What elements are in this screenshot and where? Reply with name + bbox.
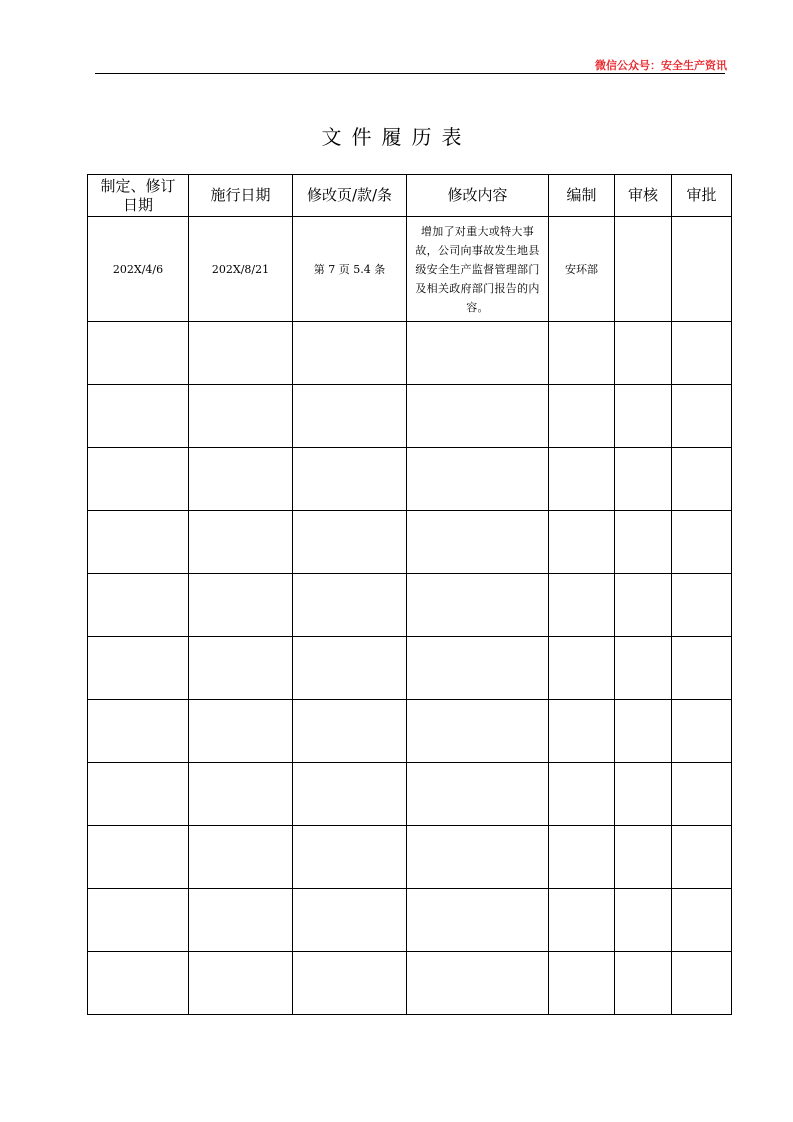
cell-effective-date	[189, 952, 293, 1015]
cell-reviewed-by	[615, 700, 672, 763]
table-row-empty	[88, 511, 732, 574]
table-row-empty	[88, 952, 732, 1015]
table-header-row	[88, 175, 732, 217]
table-row-empty	[88, 826, 732, 889]
cell-approved-by	[672, 700, 732, 763]
document-title: 文件履历表	[321, 125, 472, 149]
cell-revision-date	[88, 574, 189, 637]
cell-reviewed-by	[615, 322, 672, 385]
cell-approved-by	[672, 385, 732, 448]
cell-approved-by	[672, 448, 732, 511]
cell-section	[293, 889, 407, 952]
table-row-empty	[88, 700, 732, 763]
cell-prepared-by: 安环部	[549, 217, 615, 322]
cell-revision-date	[88, 889, 189, 952]
cell-effective-date	[189, 322, 293, 385]
column-header-effective-date: 施行日期	[189, 175, 293, 217]
table-row-empty	[88, 574, 732, 637]
cell-revision-date	[88, 322, 189, 385]
cell-effective-date	[189, 826, 293, 889]
cell-reviewed-by	[615, 511, 672, 574]
cell-section	[293, 637, 407, 700]
cell-content	[407, 700, 549, 763]
cell-content	[407, 637, 549, 700]
cell-prepared-by	[549, 826, 615, 889]
cell-prepared-by	[549, 322, 615, 385]
cell-section	[293, 952, 407, 1015]
cell-section	[293, 511, 407, 574]
cell-reviewed-by	[615, 217, 672, 322]
cell-revision-date	[88, 511, 189, 574]
cell-effective-date	[189, 637, 293, 700]
cell-revision-date	[88, 385, 189, 448]
cell-approved-by	[672, 574, 732, 637]
cell-content	[407, 889, 549, 952]
cell-prepared-by	[549, 448, 615, 511]
revision-history-table	[87, 174, 732, 1015]
cell-content	[407, 826, 549, 889]
cell-approved-by	[672, 217, 732, 322]
cell-effective-date	[189, 889, 293, 952]
cell-revision-date: 202X/4/6	[88, 217, 189, 322]
cell-prepared-by	[549, 574, 615, 637]
cell-section	[293, 700, 407, 763]
cell-effective-date	[189, 763, 293, 826]
cell-prepared-by	[549, 511, 615, 574]
column-header-section: 修改页/款/条	[293, 175, 407, 217]
cell-reviewed-by	[615, 385, 672, 448]
cell-approved-by	[672, 952, 732, 1015]
cell-approved-by	[672, 637, 732, 700]
cell-revision-date	[88, 700, 189, 763]
cell-section	[293, 448, 407, 511]
cell-section	[293, 574, 407, 637]
table-row-empty	[88, 385, 732, 448]
cell-revision-date	[88, 448, 189, 511]
cell-content	[407, 448, 549, 511]
cell-prepared-by	[549, 637, 615, 700]
cell-effective-date	[189, 511, 293, 574]
table-row	[88, 217, 732, 322]
column-header-reviewed-by: 审核	[615, 175, 672, 217]
table-row-empty	[88, 763, 732, 826]
table-row-empty	[88, 889, 732, 952]
cell-section	[293, 322, 407, 385]
cell-approved-by	[672, 322, 732, 385]
header-divider	[95, 73, 725, 74]
cell-content	[407, 952, 549, 1015]
cell-revision-date	[88, 637, 189, 700]
cell-reviewed-by	[615, 637, 672, 700]
cell-section	[293, 763, 407, 826]
cell-effective-date: 202X/8/21	[189, 217, 293, 322]
cell-revision-date	[88, 952, 189, 1015]
column-header-approved-by: 审批	[672, 175, 732, 217]
cell-effective-date	[189, 385, 293, 448]
cell-content: 增加了对重大或特大事故，公司向事故发生地县级安全生产监督管理部门及相关政府部门报告的内容。	[407, 217, 549, 322]
cell-revision-date	[88, 826, 189, 889]
column-header-revision-date: 制定、修订日期	[88, 175, 189, 217]
table-row-empty	[88, 322, 732, 385]
cell-reviewed-by	[615, 574, 672, 637]
cell-reviewed-by	[615, 826, 672, 889]
cell-reviewed-by	[615, 952, 672, 1015]
cell-prepared-by	[549, 952, 615, 1015]
cell-approved-by	[672, 826, 732, 889]
cell-approved-by	[672, 511, 732, 574]
cell-prepared-by	[549, 889, 615, 952]
cell-approved-by	[672, 763, 732, 826]
cell-content	[407, 574, 549, 637]
column-header-content: 修改内容	[407, 175, 549, 217]
cell-section: 第 7 页 5.4 条	[293, 217, 407, 322]
cell-reviewed-by	[615, 889, 672, 952]
cell-revision-date	[88, 763, 189, 826]
cell-section	[293, 385, 407, 448]
cell-content	[407, 763, 549, 826]
header-watermark-note: 微信公众号：安全生产资讯	[595, 59, 727, 72]
cell-effective-date	[189, 574, 293, 637]
cell-reviewed-by	[615, 448, 672, 511]
cell-content	[407, 322, 549, 385]
column-header-prepared-by: 编制	[549, 175, 615, 217]
cell-prepared-by	[549, 700, 615, 763]
cell-prepared-by	[549, 763, 615, 826]
cell-effective-date	[189, 448, 293, 511]
table-row-empty	[88, 448, 732, 511]
cell-content	[407, 511, 549, 574]
cell-section	[293, 826, 407, 889]
cell-prepared-by	[549, 385, 615, 448]
cell-approved-by	[672, 889, 732, 952]
cell-reviewed-by	[615, 763, 672, 826]
cell-content	[407, 385, 549, 448]
cell-effective-date	[189, 700, 293, 763]
table-row-empty	[88, 637, 732, 700]
